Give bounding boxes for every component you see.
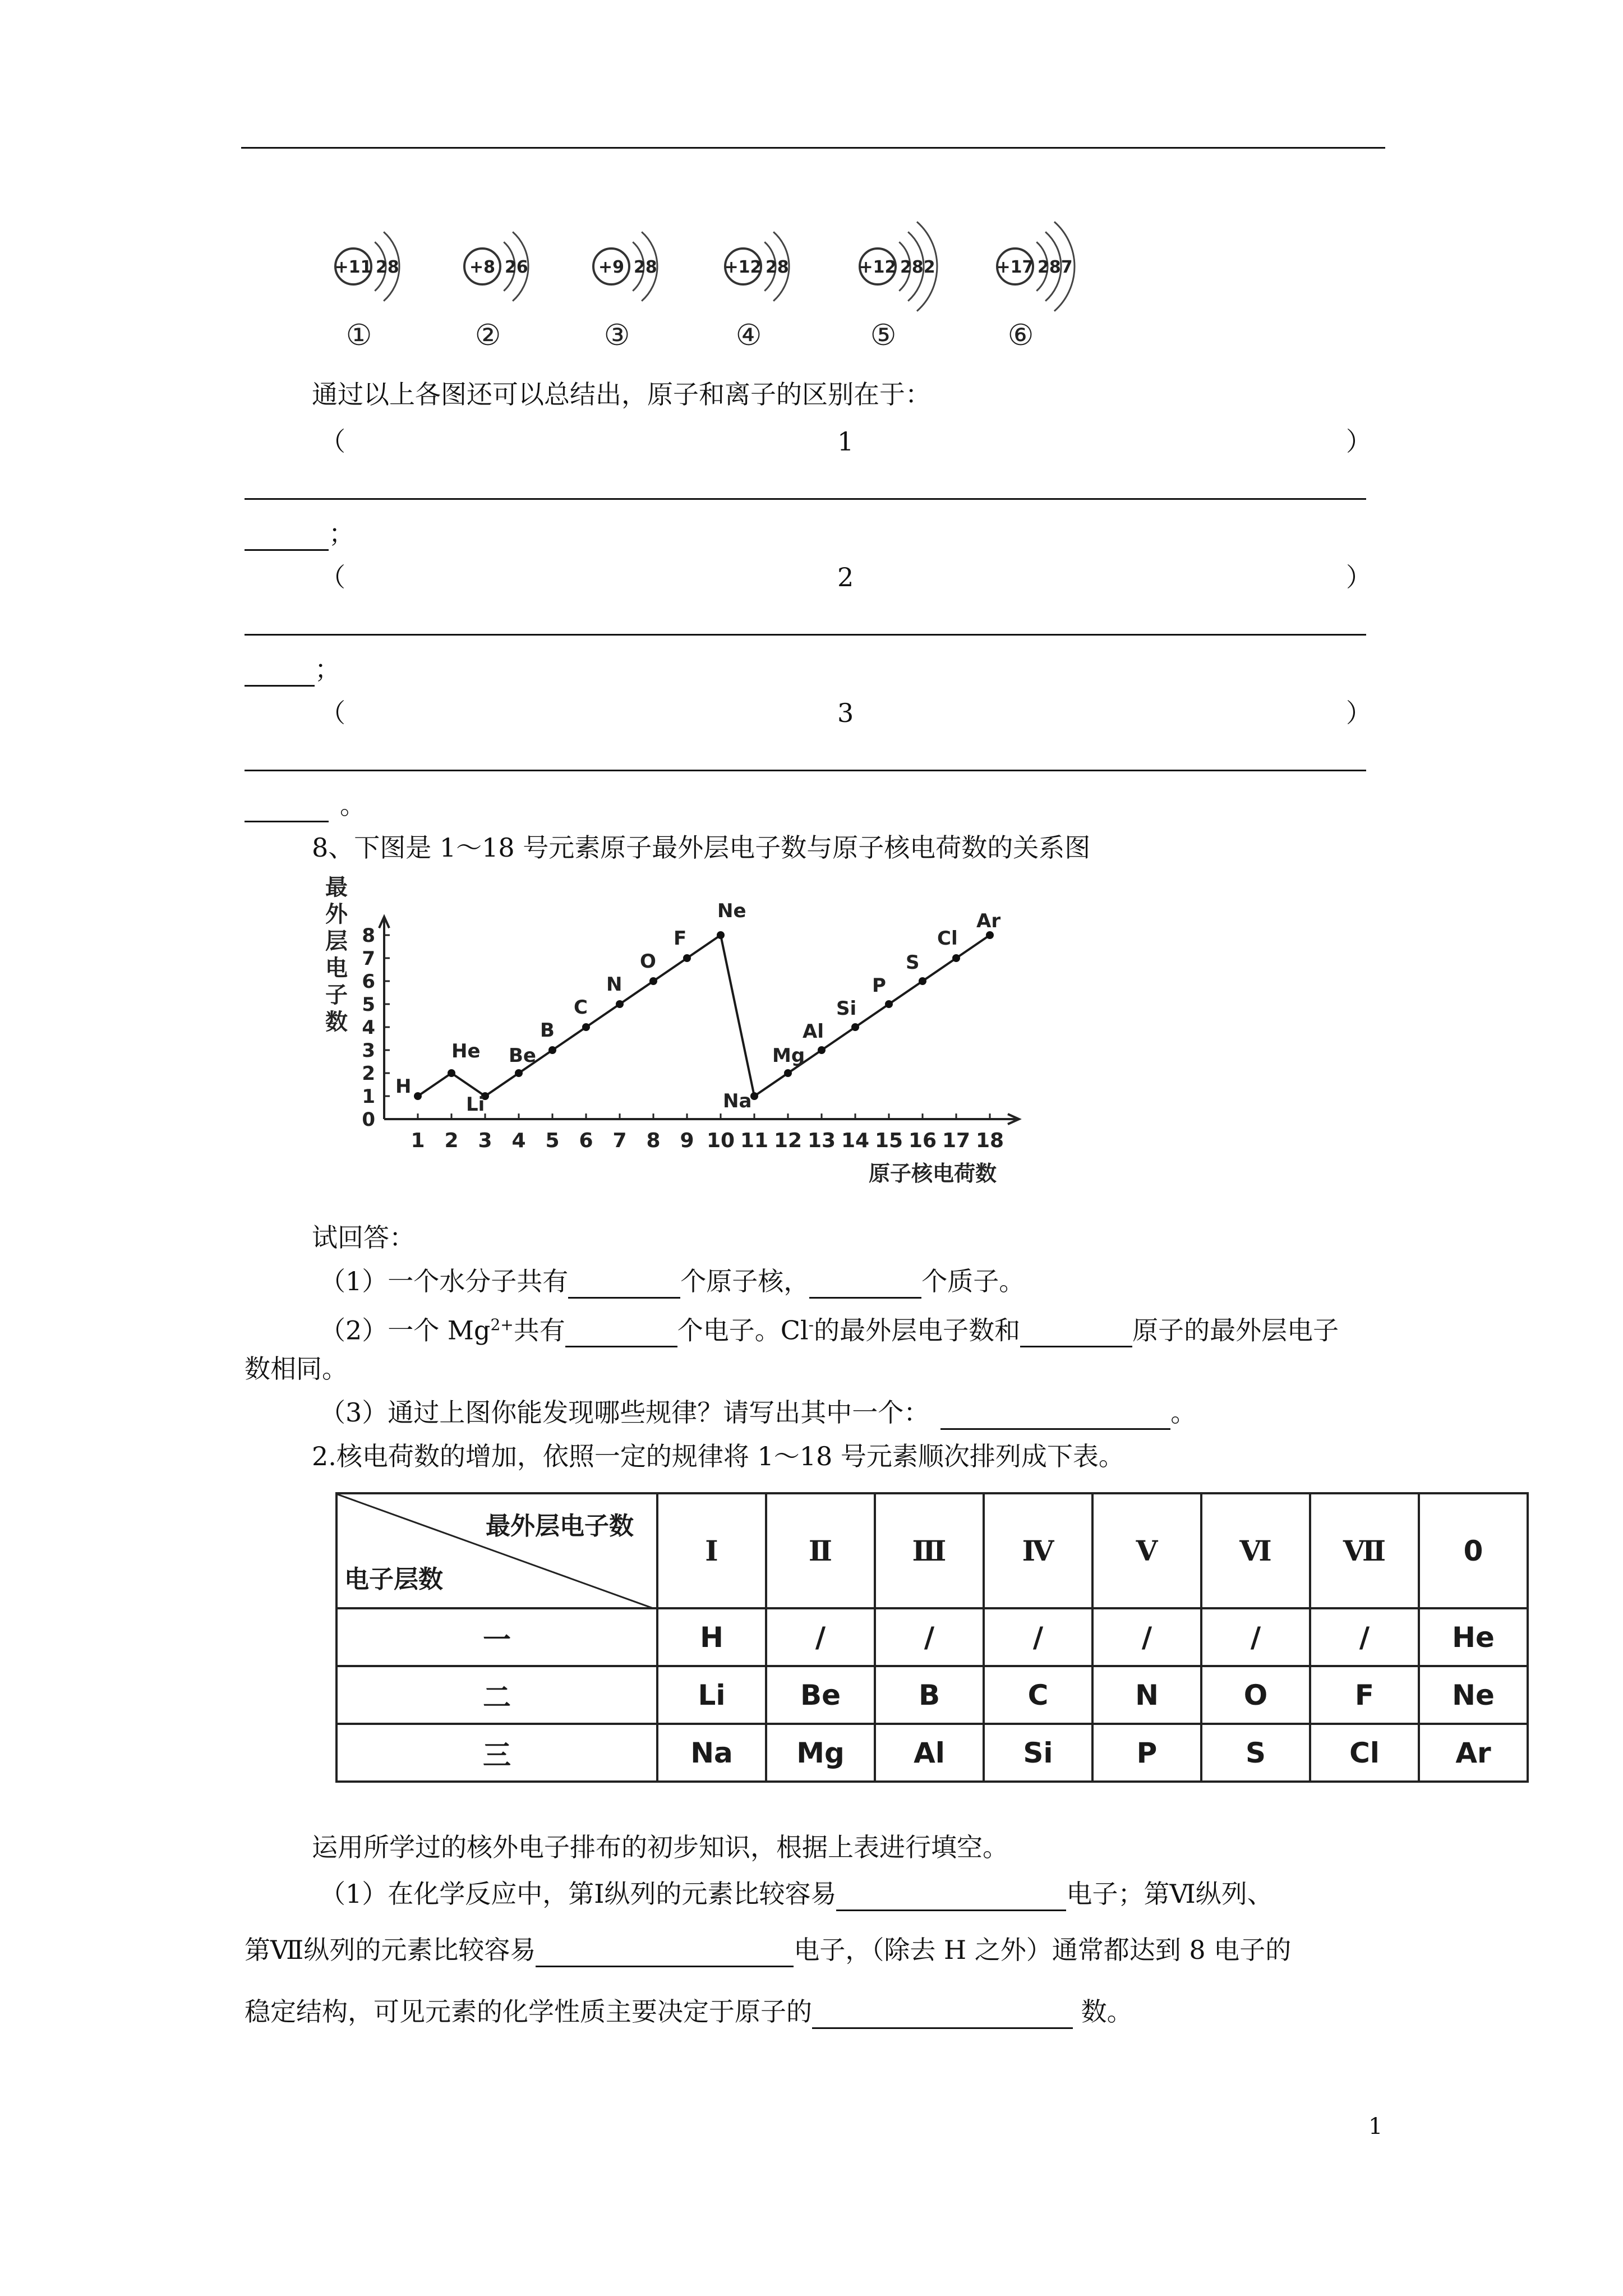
fill1-text-a: （1）在化学反应中，第Ⅰ纵列的元素比较容易 bbox=[320, 1879, 837, 1909]
series-line bbox=[418, 935, 990, 1096]
element-label: F bbox=[674, 927, 687, 950]
data-point bbox=[515, 1069, 523, 1077]
x-tick-label: 15 bbox=[874, 1129, 903, 1152]
table-cell: Al bbox=[875, 1724, 984, 1782]
fill2-text-a: 第Ⅶ纵列的元素比较容易 bbox=[245, 1935, 536, 1965]
element-label: B bbox=[540, 1019, 555, 1042]
nucleus-charge: +12 bbox=[724, 257, 762, 277]
nucleus-charge: +12 bbox=[859, 257, 897, 277]
item2-num: 2 bbox=[837, 562, 854, 592]
fill3-text-b: 数。 bbox=[1073, 1996, 1133, 2027]
item1-open: （ bbox=[320, 426, 345, 457]
item3-end-line bbox=[245, 788, 366, 822]
x-tick-label: 3 bbox=[478, 1129, 492, 1152]
periodic-table-grid bbox=[335, 1492, 1529, 1783]
y-axis-label-char: 层 bbox=[325, 928, 348, 954]
fill1-blank-group1[interactable] bbox=[836, 1880, 1066, 1911]
q1-text-a: （1）一个水分子共有 bbox=[320, 1266, 569, 1296]
nucleus-charge: +11 bbox=[334, 257, 372, 277]
shell-electron-counts: 28 bbox=[634, 257, 657, 277]
try-answer: 试回答： bbox=[312, 1222, 415, 1253]
element-label: H bbox=[395, 1075, 412, 1098]
table-cell: Mg bbox=[766, 1724, 875, 1782]
column-header: Ⅴ bbox=[1092, 1493, 1201, 1608]
data-point bbox=[683, 954, 691, 962]
table-cell: / bbox=[766, 1608, 875, 1666]
column-header: 0 bbox=[1419, 1493, 1528, 1608]
header-rule bbox=[241, 147, 1385, 149]
nucleus-charge: +17 bbox=[996, 257, 1034, 277]
data-point bbox=[582, 1023, 590, 1031]
data-point bbox=[649, 977, 657, 985]
fill3-line bbox=[245, 1994, 1133, 2029]
x-tick-label: 1 bbox=[411, 1129, 425, 1152]
diagram-number-label: ④ bbox=[735, 319, 762, 352]
element-label: Na bbox=[723, 1090, 752, 1112]
element-label: He bbox=[451, 1040, 481, 1062]
x-tick-label: 17 bbox=[942, 1129, 971, 1152]
table-cell: Ar bbox=[1419, 1724, 1528, 1782]
nucleus-charge: +8 bbox=[469, 257, 496, 277]
item1-end: ； bbox=[329, 518, 354, 549]
data-point bbox=[952, 954, 960, 962]
q1-text-b: 个原子核， bbox=[680, 1266, 810, 1296]
element-label: Al bbox=[803, 1020, 824, 1043]
data-point bbox=[986, 931, 994, 939]
y-axis-label-char: 电 bbox=[325, 955, 348, 981]
ion-diagram bbox=[593, 232, 657, 352]
data-point bbox=[548, 1046, 556, 1054]
q1-text-c: 个质子。 bbox=[921, 1266, 1025, 1296]
shell-electron-counts: 282 bbox=[900, 257, 935, 277]
element-label: Be bbox=[509, 1045, 536, 1067]
data-point bbox=[818, 1046, 826, 1054]
element-label: S bbox=[906, 951, 920, 974]
y-tick-label: 2 bbox=[362, 1062, 375, 1085]
y-tick-label: 1 bbox=[362, 1085, 375, 1108]
fill2-line bbox=[245, 1932, 1291, 1967]
section7-prompt: 通过以上各图还可以总结出，原子和离子的区别在于： bbox=[312, 379, 931, 409]
diagram-number-label: ② bbox=[474, 319, 501, 352]
table-cell: / bbox=[1092, 1608, 1201, 1666]
y-axis-label-char: 数 bbox=[325, 1009, 348, 1035]
table-cell: / bbox=[1310, 1608, 1419, 1666]
y-tick-label: 4 bbox=[362, 1016, 375, 1039]
y-axis-label-char: 外 bbox=[325, 901, 348, 927]
fill2-blank-group67[interactable] bbox=[536, 1936, 794, 1967]
q2-text-b: 共有 bbox=[513, 1315, 565, 1346]
table-cell: / bbox=[984, 1608, 1092, 1666]
corner-bottom-label: 电子层数 bbox=[344, 1565, 443, 1594]
x-tick-label: 5 bbox=[545, 1129, 560, 1152]
ion-diagram bbox=[997, 222, 1075, 352]
item2-open: （ bbox=[320, 562, 345, 592]
data-point bbox=[784, 1069, 792, 1077]
item3-end: 。 bbox=[340, 790, 366, 820]
q2-blank-atom[interactable] bbox=[1020, 1317, 1132, 1347]
q3-text-b: 。 bbox=[1170, 1397, 1197, 1428]
x-axis-label: 原子核电荷数 bbox=[868, 1161, 997, 1186]
y-tick-label: 6 bbox=[362, 970, 375, 993]
column-header: Ⅶ bbox=[1310, 1493, 1419, 1608]
q2-blank-electrons[interactable] bbox=[565, 1317, 677, 1347]
table-row bbox=[336, 1724, 1528, 1782]
fill2-text-b: 电子，（除去 H 之外）通常都达到 8 电子的 bbox=[794, 1935, 1292, 1965]
item1-num: 1 bbox=[837, 426, 854, 457]
table-cell: Cl bbox=[1310, 1724, 1419, 1782]
q1-line bbox=[320, 1264, 1025, 1299]
ion-diagram bbox=[859, 222, 937, 352]
y-tick-label: 7 bbox=[362, 947, 375, 970]
table-cell: S bbox=[1201, 1724, 1310, 1782]
column-header: Ⅳ bbox=[984, 1493, 1092, 1608]
column-header: Ⅰ bbox=[657, 1493, 766, 1608]
data-point bbox=[448, 1069, 455, 1077]
table-cell: F bbox=[1310, 1666, 1419, 1724]
table-cell: P bbox=[1092, 1724, 1201, 1782]
element-label: Mg bbox=[772, 1045, 805, 1067]
table-cell: / bbox=[875, 1608, 984, 1666]
x-tick-label: 10 bbox=[706, 1129, 735, 1152]
table-cell: Ne bbox=[1419, 1666, 1528, 1724]
ion-diagram-svg bbox=[314, 213, 1110, 359]
diagram-number-label: ⑤ bbox=[870, 319, 897, 352]
q1-blank-nuclei[interactable] bbox=[568, 1268, 680, 1299]
table-cell: / bbox=[1201, 1608, 1310, 1666]
data-point bbox=[717, 931, 725, 939]
data-point bbox=[919, 977, 926, 985]
item1-end-line bbox=[245, 516, 354, 551]
element-label: Cl bbox=[937, 927, 958, 950]
q1-blank-protons[interactable] bbox=[809, 1268, 921, 1299]
q3-line bbox=[320, 1395, 1196, 1430]
table-row bbox=[336, 1666, 1528, 1724]
period-label: 二 bbox=[336, 1666, 657, 1724]
item3-close: ） bbox=[1346, 698, 1372, 728]
nucleus-charge: +9 bbox=[598, 257, 625, 277]
x-tick-label: 6 bbox=[579, 1129, 593, 1152]
diagram-number-label: ③ bbox=[603, 319, 630, 352]
item1-close: ） bbox=[1346, 426, 1372, 457]
q2-superscript: 2+ bbox=[490, 1315, 514, 1334]
q2-text-d: 的最外层电子数和 bbox=[814, 1315, 1021, 1346]
element-label: N bbox=[606, 973, 623, 996]
section2-instruction: 运用所学过的核外电子排布的初步知识，根据上表进行填空。 bbox=[312, 1832, 1008, 1862]
y-tick-label: 0 bbox=[362, 1108, 375, 1131]
fill3-text-a: 稳定结构，可见元素的化学性质主要决定于原子的 bbox=[245, 1996, 812, 2027]
column-header: Ⅱ bbox=[766, 1493, 875, 1608]
table-cell: Si bbox=[984, 1724, 1092, 1782]
shell-electron-counts: 26 bbox=[505, 257, 528, 277]
x-tick-label: 14 bbox=[841, 1129, 870, 1152]
item2-end-line bbox=[245, 652, 340, 687]
q2-text-a: （2）一个 Mg bbox=[320, 1315, 491, 1346]
corner-top-label: 最外层电子数 bbox=[486, 1512, 634, 1540]
fill1-line bbox=[320, 1876, 1273, 1911]
q3-blank-rule[interactable] bbox=[940, 1399, 1170, 1430]
section2-title: 2.核电荷数的增加，依照一定的规律将 1～18 号元素顺次排列成下表。 bbox=[312, 1441, 1124, 1471]
data-point bbox=[616, 1000, 624, 1008]
column-header: Ⅲ bbox=[875, 1493, 984, 1608]
table-cell: C bbox=[984, 1666, 1092, 1724]
item2-close: ） bbox=[1346, 562, 1372, 592]
element-label: P bbox=[872, 974, 886, 997]
element-label: O bbox=[640, 950, 656, 973]
q2-cont: 数相同。 bbox=[245, 1354, 348, 1384]
fill3-blank-determinant[interactable] bbox=[812, 1998, 1073, 2029]
x-tick-label: 13 bbox=[807, 1129, 836, 1152]
item3-answer-line bbox=[245, 770, 1366, 771]
ion-diagram bbox=[335, 232, 399, 352]
y-tick-label: 3 bbox=[362, 1039, 375, 1062]
chart-svg bbox=[314, 867, 1110, 1192]
item3-num: 3 bbox=[837, 698, 854, 728]
section8-title: 8、下图是 1～18 号元素原子最外层电子数与原子核电荷数的关系图 bbox=[312, 832, 1091, 863]
period-label: 三 bbox=[336, 1724, 657, 1782]
table-cell: He bbox=[1419, 1608, 1528, 1666]
column-header: Ⅵ bbox=[1201, 1493, 1310, 1608]
item2-tail-blank[interactable] bbox=[245, 656, 315, 687]
diagram-number-label: ① bbox=[345, 319, 372, 352]
element-label: C bbox=[574, 996, 588, 1019]
element-label: Si bbox=[836, 997, 857, 1020]
y-tick-label: 5 bbox=[362, 993, 375, 1016]
x-tick-label: 11 bbox=[740, 1129, 769, 1152]
table-row bbox=[336, 1608, 1528, 1666]
item3-open: （ bbox=[320, 698, 345, 728]
q2-line bbox=[320, 1308, 1339, 1347]
x-tick-label: 8 bbox=[646, 1129, 661, 1152]
table-cell: N bbox=[1092, 1666, 1201, 1724]
y-axis-label-char: 最 bbox=[325, 875, 348, 900]
x-tick-label: 4 bbox=[511, 1129, 526, 1152]
electron-chart bbox=[314, 867, 1110, 1192]
item1-tail-blank[interactable] bbox=[245, 520, 329, 551]
q3-text-a: （3）通过上图你能发现哪些规律？请写出其中一个： bbox=[320, 1397, 930, 1428]
table-cell: Na bbox=[657, 1724, 766, 1782]
q2-text-e: 原子的最外层电子 bbox=[1132, 1315, 1339, 1346]
item2-answer-line bbox=[245, 634, 1366, 636]
x-tick-label: 16 bbox=[908, 1129, 937, 1152]
table-cell: Li bbox=[657, 1666, 766, 1724]
element-label: Ar bbox=[976, 910, 1001, 932]
table-cell: O bbox=[1201, 1666, 1310, 1724]
periodic-table bbox=[335, 1492, 1529, 1783]
element-label: Ne bbox=[717, 900, 746, 922]
item1-answer-line bbox=[245, 498, 1366, 500]
ion-diagrams bbox=[314, 213, 1110, 359]
page-number: 1 bbox=[1368, 2114, 1383, 2139]
table-cell: B bbox=[875, 1666, 984, 1724]
table-cell: H bbox=[657, 1608, 766, 1666]
shell-electron-counts: 28 bbox=[766, 257, 789, 277]
item2-end: ； bbox=[315, 654, 340, 684]
data-point bbox=[414, 1092, 422, 1100]
table-cell: Be bbox=[766, 1666, 875, 1724]
q2-superscript-2: - bbox=[808, 1315, 814, 1334]
x-tick-label: 12 bbox=[773, 1129, 803, 1152]
data-point bbox=[885, 1000, 893, 1008]
table-corner-cell bbox=[336, 1493, 657, 1608]
shell-electron-counts: 28 bbox=[376, 257, 399, 277]
data-point bbox=[851, 1023, 859, 1031]
x-tick-label: 9 bbox=[680, 1129, 694, 1152]
period-label: 一 bbox=[336, 1608, 657, 1666]
x-tick-label: 2 bbox=[444, 1129, 459, 1152]
table-header-row bbox=[336, 1493, 1528, 1608]
fill1-text-b: 电子；第Ⅵ纵列、 bbox=[1066, 1879, 1273, 1909]
y-tick-label: 8 bbox=[362, 924, 375, 947]
item3-tail-blank[interactable] bbox=[245, 792, 329, 822]
ion-diagram bbox=[464, 232, 528, 352]
x-tick-label: 7 bbox=[612, 1129, 627, 1152]
shell-electron-counts: 287 bbox=[1038, 257, 1073, 277]
x-tick-label: 18 bbox=[975, 1129, 1004, 1152]
diagram-number-label: ⑥ bbox=[1007, 319, 1034, 352]
ion-diagram bbox=[725, 232, 789, 352]
element-label: Li bbox=[466, 1093, 485, 1116]
q2-text-c: 个电子。Cl bbox=[677, 1315, 809, 1346]
y-axis-label-char: 子 bbox=[325, 982, 348, 1008]
